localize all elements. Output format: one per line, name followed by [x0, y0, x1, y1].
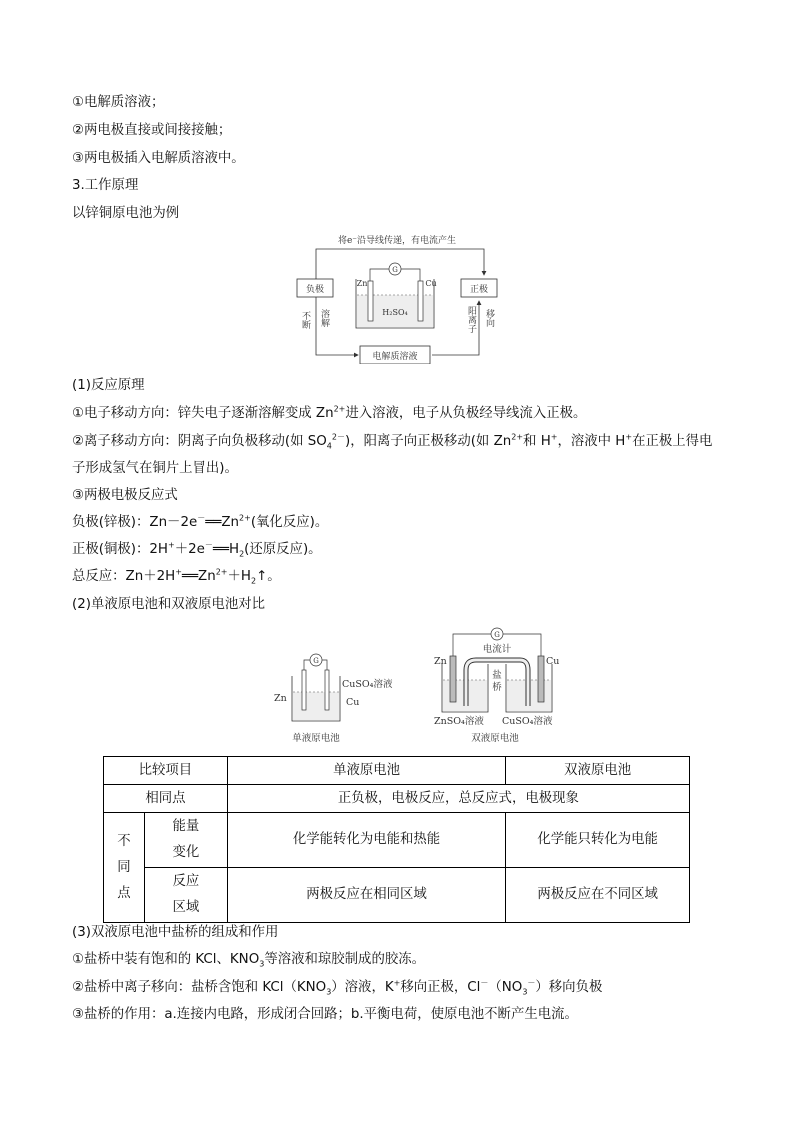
cuso4-label: CuSO₄溶液 [502, 716, 553, 727]
single-zn-label: Zn [274, 693, 287, 704]
header-single: 单液原电池 [227, 757, 506, 785]
zinc-copper-cell-diagram [294, 229, 504, 364]
left-label-a: 不断 [300, 311, 310, 329]
region-double: 两极反应在不同区域 [506, 868, 690, 923]
diff-label: 不 同 点 [104, 813, 145, 923]
ion-direction-line1: ②离子移动方向：阴离子向负极移动(如 $SO_4^{2-}$)，阳离子向正极移动(如 $Zn^{2+}$和 H+，溶液中 H+在正极上得电 [72, 432, 713, 451]
single-caption: 单液原电池 [292, 733, 340, 744]
single-cu-label: Cu [346, 697, 360, 708]
same-value: 正负极，电极反应，总反应式，电极现象 [227, 785, 689, 813]
cu-label: Cu [425, 279, 437, 288]
energy-single: 化学能转化为电能和热能 [227, 813, 506, 868]
right-label-a: 阳离子 [466, 306, 476, 333]
equations-title: ③两极电极反应式 [72, 488, 178, 503]
negative-equation: 负极(锌极)：$Zn-2e^-══Zn^{2+}$(氧化反应)。 [72, 513, 329, 530]
electron-direction: ①电子移动方向：锌失电子逐渐溶解变成 $Zn^{2+}$进入溶液，电子从负极经导线流入正极。 [72, 404, 587, 421]
region-single: 两极反应在相同区域 [227, 868, 506, 923]
galvanometer-label: G [392, 266, 398, 274]
single-meter-label: G [313, 657, 319, 665]
comparison-table [103, 756, 690, 923]
znso4-label: ZnSO₄溶液 [434, 716, 484, 727]
single-cu-electrode [325, 670, 329, 710]
electron-flow-label: 将e⁻沿导线传递，有电流产生 [337, 236, 457, 246]
salt-bridge-label-b: 桥 [492, 682, 502, 693]
solution-label: H₂SO₄ [382, 308, 408, 317]
double-caption: 双液原电池 [471, 733, 519, 744]
double-cu-electrode [538, 656, 544, 702]
salt-bridge-line2: ②盐桥中离子移向：盐桥含饱和 $KCl(KNO_3)$溶液，K+移向正极，$Cl^-(NO_3^-)$移向负极 [72, 978, 603, 997]
header-item: 比较项目 [104, 757, 228, 785]
positive-label: 正极 [469, 285, 489, 295]
salt-bridge-line1: ①盐桥中装有饱和的 KCl、$KNO_3$等溶液和琼胶制成的胶冻。 [72, 952, 426, 969]
zn-label: Zn [356, 279, 368, 288]
same-label: 相同点 [104, 785, 228, 813]
condition-2: ②两电极直接或间接接触； [72, 123, 232, 138]
double-zn-electrode [450, 656, 456, 702]
single-zn-electrode [302, 670, 306, 710]
section-example: 以锌铜原电池为例 [72, 206, 180, 221]
salt-bridge-line3: ③盐桥的作用：a.连接内电路，形成闭合回路；b.平衡电荷，使原电池不断产生电流。 [72, 1007, 578, 1022]
energy-label: 能量 变化 [144, 813, 227, 868]
positive-equation: 正极(铜极)：$2H^++2e^-══H_2$(还原反应)。 [72, 540, 322, 559]
double-zn-label: Zn [434, 656, 447, 667]
section-heading: 3.工作原理 [72, 178, 139, 193]
top-arrow [316, 249, 484, 279]
double-meter-label: G [494, 631, 500, 639]
total-equation: 总反应：$Zn+2H^+══Zn^{2+}+H_2↑$。 [72, 567, 281, 586]
left-label-b: 溶解 [319, 309, 329, 327]
energy-double: 化学能只转化为电能 [506, 813, 690, 868]
ammeter-label: 电流计 [482, 644, 512, 655]
single-solution-label: CuSO₄溶液 [342, 679, 393, 690]
region-label: 反应 区域 [144, 868, 227, 923]
salt-bridge-title: (3)双液原电池中盐桥的组成和作用 [72, 925, 279, 940]
ion-direction-line2: 子形成氢气在铜片上冒出)。 [72, 461, 238, 476]
header-double: 双液原电池 [506, 757, 690, 785]
condition-1: ①电解质溶液； [72, 95, 165, 110]
principle-title: (1)反应原理 [72, 378, 145, 393]
cu-electrode [418, 281, 423, 321]
salt-bridge-label-a: 盐 [492, 670, 502, 681]
double-cu-label: Cu [546, 656, 560, 667]
negative-label: 负极 [305, 285, 325, 295]
compare-title: (2)单液原电池和双液原电池对比 [72, 597, 266, 612]
right-label-b: 移向 [484, 309, 494, 327]
single-double-cell-diagram [262, 626, 562, 748]
zn-electrode [368, 281, 373, 321]
electrolyte-box-label: 电解质溶液 [372, 352, 418, 362]
condition-3: ③两电极插入电解质溶液中。 [72, 151, 245, 166]
